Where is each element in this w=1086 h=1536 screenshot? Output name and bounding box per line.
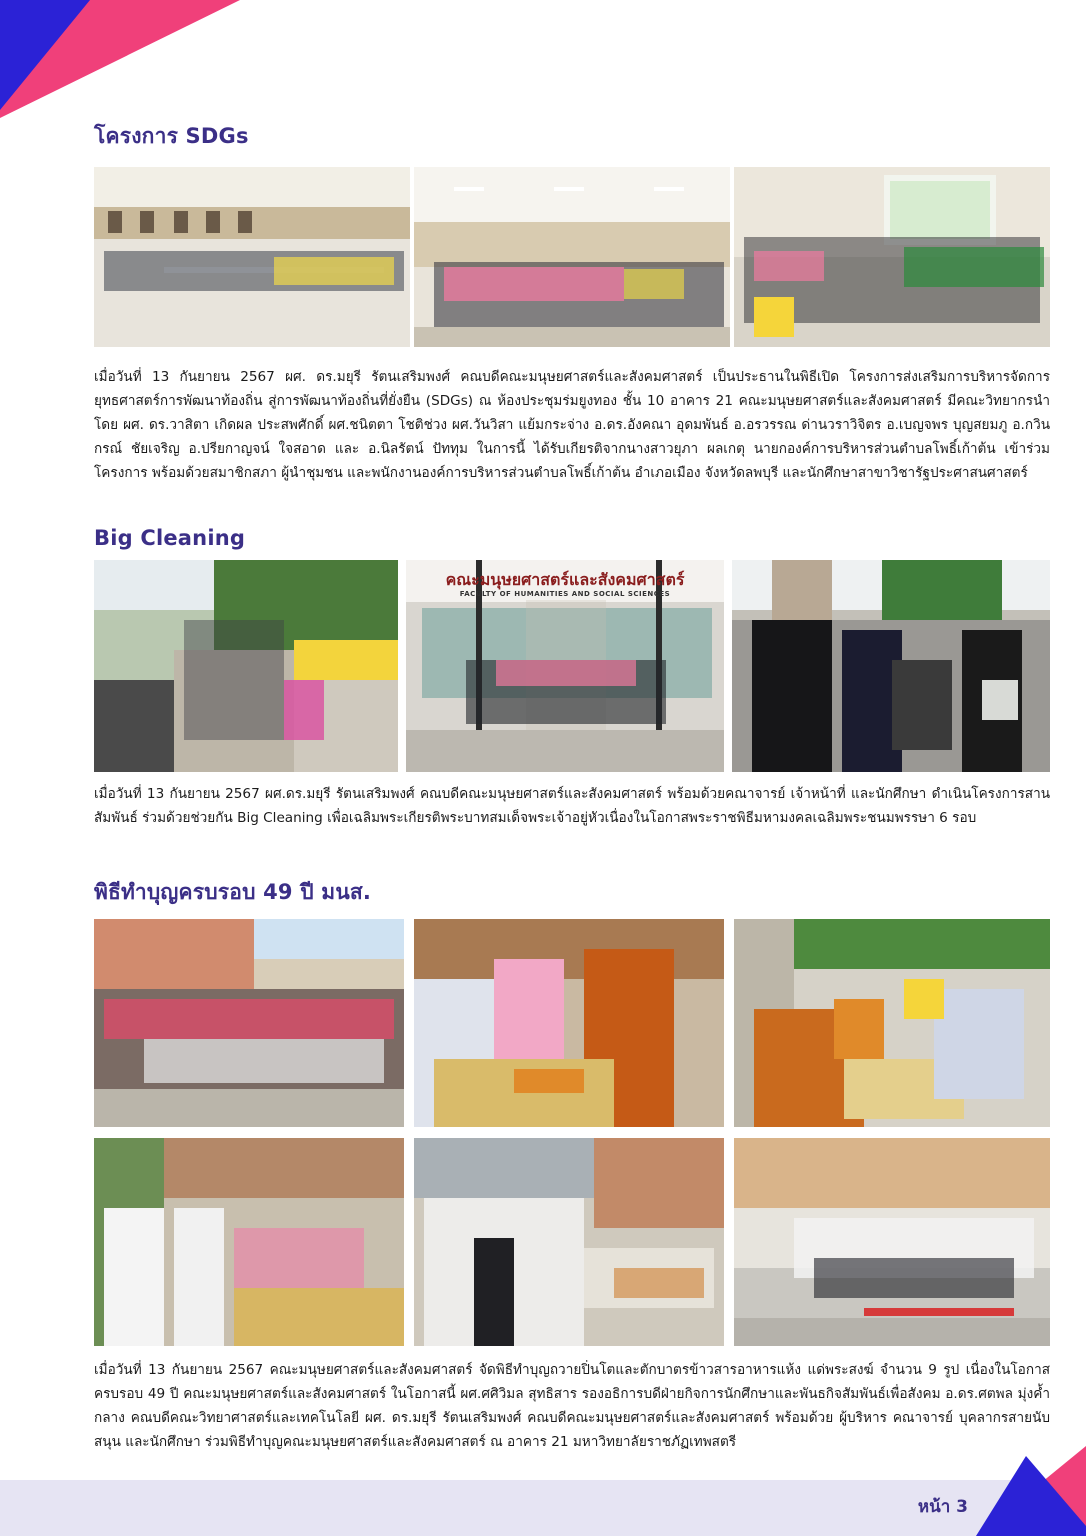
- section-caption: เมื่อวันที่ 13 กันยายน 2567 ผศ.ดร.มยุรี รัตนเสริมพงศ์ คณบดีคณะมนุษยศาสตร์และสังคมศาสตร์ พร้อมด้วยคณาจารย์ เจ้าหน้าที่ และนักศึกษา ดำเนินโครงการสานสัมพันธ์ ร่วมด้วยช่วยกัน Big Cleaning เพื่อเฉลิมพระเกียรติพระบาทสมเด็จพระเจ้าอยู่หัวเนื่องในโอกาสพระราชพิธีมหามงคลเฉลิมพระชนมพรรษา 6 รอบ: [94, 786, 1050, 826]
- photo-students-line: [414, 1138, 724, 1346]
- photo-row: [94, 1138, 1050, 1346]
- section-heading: โครงการ SDGs: [94, 124, 249, 148]
- section-merit-ceremony: [94, 876, 1050, 1454]
- photo-row: [94, 167, 1050, 347]
- photo-speakers-stage: [734, 167, 1050, 347]
- section-heading: Big Cleaning: [94, 526, 246, 550]
- photo-staff-group: [94, 919, 404, 1127]
- building-sign: คณะมนุษยศาสตร์และสังคมศาสตร์: [445, 570, 685, 589]
- section-big-cleaning: [94, 526, 1050, 830]
- photo-stairs-volunteers: [94, 560, 398, 772]
- section-caption: เมื่อวันที่ 13 กันยายน 2567 ผศ. ดร.มยุรี รัตนเสริมพงศ์ คณบดีคณะมนุษยศาสตร์และสังคมศาสตร์ เป็นประธานในพิธีเปิด โครงการส่งเสริมการบริหารจัดการยุทธศาสตร์การพัฒนาท้องถิ่น สู่การพัฒนาท้องถิ่นที่ยั่งยืน (SDGs) ณ ห้องประชุมร่มยูงทอง ชั้น 10 อาคาร 21 คณะมนุษยศาสตร์และสังคมศาสตร์ มีคณะวิทยากรนำโดย ผศ. ดร.วาสิตา เกิดผล ประสพศักดิ์ ผศ.ชนิตตา โชติช่วง ผศ.วันวิสา แย้มกระจ่าง อ.ดร.อังคณา อุดมพันธ์ อ.อรวรรณ ด่านวราวิจิตร อ.เบญจพร บุญสยมภู อ.กวินกรณ์ ชัยเจริญ อ.ปรีย​กาญจน์ ใจสอาด และ อ.นิลรัตน์ ปัททุม ในการนี้ ได้รับเกียรติจากนางสาวยุภา ผลเกตุ นายกองค์การบริหารส่วนตำบลโพธิ์เก้าต้น เข้าร่วมโครงการ พร้อมด้วยสมาชิกสภา ผู้นำชุมชน และพนักงานองค์การบริหารส่วนตำบลโพธิ์เก้าต้น อำเภอเมือง จังหวัดลพบุรี และนักศึกษาสาขาวิชารัฐประศาสนศาสตร์: [94, 369, 1050, 481]
- section-heading: พิธีทำบุญครบรอบ 49 ปี มนส.: [94, 880, 372, 904]
- photo-faculty-building: [406, 560, 724, 772]
- section-sdgs: [94, 120, 1050, 485]
- page-number: หน้า 3: [917, 1497, 968, 1517]
- photo-offering-monk: [414, 919, 724, 1127]
- photo-courtyard-line: [734, 1138, 1050, 1346]
- photo-row: [94, 919, 1050, 1127]
- photo-monks-table: [734, 919, 1050, 1127]
- photo-row: [94, 560, 1050, 772]
- photo-garbage-collection: [732, 560, 1050, 772]
- section-caption: เมื่อวันที่ 13 กันยายน 2567 คณะมนุษยศาสตร์และสังคมศาสตร์ จัดพิธีทำบุญถวายปิ่นโตและตักบาตรข้าวสารอาหารแห้ง แด่พระสงฆ์ จำนวน 9 รูป เนื่องในโอกาสครบรอบ 49 ปี คณะมนุษยศาสตร์และสังคมศาสตร์ ในโอกาสนี้ ผศ.ศศิวิมล สุทธิสาร รองอธิการบดีฝ่ายกิจการนักศึกษาและพันธกิจสัมพันธ์เพื่อสังคม อ.ดร.ศตพล มุ่งค้ำกลาง คณบดีคณะวิทยาศาสตร์และเทคโนโลยี ผศ. ดร.มยุรี รัตนเสริมพงศ์ คณบดีคณะมนุษยศาสตร์และสังคมศาสตร์ พร้อมด้วย ผู้บริหาร คณาจารย์ บุคลากรสายนับสนุน และนักศึกษา ร่วมพิธีทำบุญคณะมนุษยศาสตร์และสังคมศาสตร์ ณ อาคาร 21 มหาวิทยาลัยราชภัฏเทพสตรี: [94, 1362, 1050, 1450]
- photo-seminar-room: [94, 167, 410, 347]
- photo-students-praying: [94, 1138, 404, 1346]
- building-sign-english: FACULTY OF HUMANITIES AND SOCIAL SCIENCES: [459, 590, 671, 598]
- corner-decoration-top-left: [0, 0, 240, 120]
- photo-group-hall: [414, 167, 730, 347]
